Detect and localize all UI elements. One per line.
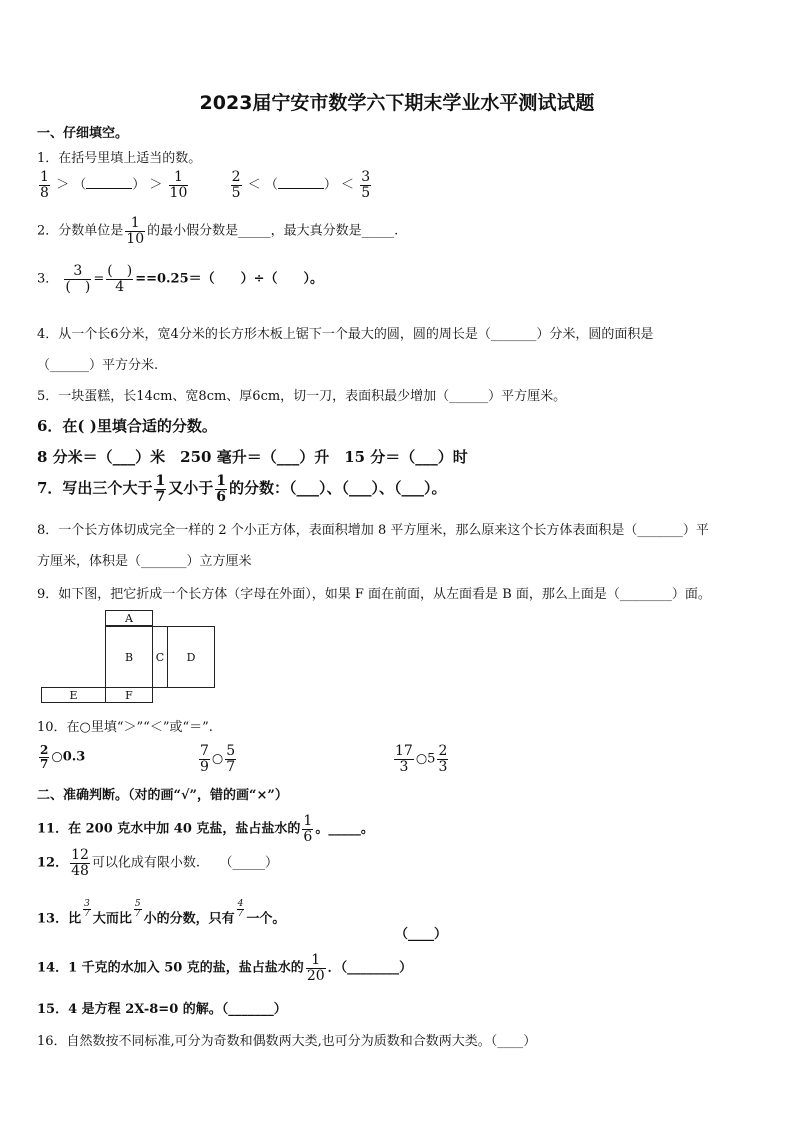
- net-face-a: A: [105, 610, 153, 626]
- fraction-blank-4: $\frac{( )}{4}$: [107, 263, 133, 295]
- question-6-prompt: 6．在( )里填合适的分数。: [37, 417, 217, 435]
- fraction-2-5: $\frac{2}{5}$: [231, 169, 241, 201]
- question-10-a: $\frac{2}{7}$ ○0.3: [40, 743, 86, 771]
- question-9: 9．如下图，把它折成一个长方体（字母在外面），如果 F 面在前面，从左面看是 B 面，那么上面是（________）面。: [37, 587, 711, 602]
- question-10-b: $\frac{7}{9}$ ○ $\frac{5}{7}$: [200, 743, 236, 775]
- section-heading-fill-in: 一、仔细填空。: [37, 126, 129, 141]
- question-12: 12． $\frac{12}{48}$ 可以化成有限小数. （_____）: [37, 847, 279, 879]
- fraction-1-10: $\frac{1}{10}$: [169, 169, 188, 201]
- question-8-line-2: 方厘米，体积是（_______）立方厘米: [37, 554, 252, 569]
- question-15: 15．4 是方程 2X-8=0 的解。（_______）: [37, 1002, 287, 1017]
- question-4-line-1: 4．从一个长6分米，宽4分米的长方形木板上锯下一个最大的圆，圆的周长是（_______）分米，圆的面积是: [37, 327, 654, 342]
- question-7: 7．写出三个大于 $\frac{1}{7}$ 又小于 $\frac{1}{6}$ 的分数：（___）、（___）、（___）。: [37, 473, 447, 505]
- fraction-3-5: $\frac{3}{5}$: [361, 169, 371, 201]
- question-4-line-2: （______）平方分米.: [37, 358, 159, 373]
- question-6-conversions: 8 分米＝（___）米 250 毫升＝（___）升 15 分＝（___）时: [37, 448, 468, 466]
- question-3: 3． $\frac{3}{( )}$ = $\frac{( )}{4}$ ==0.25＝（ ）÷（ ）。: [37, 263, 324, 295]
- question-2: 2．分数单位是 $\frac{1}{10}$ 的最小假分数是_____，最大真分数是_____.: [37, 215, 399, 247]
- net-face-f: F: [105, 687, 153, 703]
- question-10-prompt: 10．在○里填“＞”“＜”或“＝”.: [37, 720, 213, 735]
- question-13-answer[interactable]: （____）: [395, 927, 448, 942]
- answer-blank[interactable]: [278, 177, 324, 189]
- question-13: 13．比 $\frac{3}{7}$ 大而比 $\frac{5}{7}$ 小的分数，只有 $\frac{4}{7}$ 一个。: [37, 899, 286, 927]
- net-face-b: B: [105, 626, 153, 688]
- question-1-comparison: $\frac{1}{8}$ ＞ （ ） ＞ $\frac{1}{10}$ $\frac{2}{5}$ ＜ （ ） ＜ $\frac{3}{5}$: [40, 169, 371, 201]
- net-face-e: E: [41, 687, 106, 703]
- fraction-3-blank: $\frac{3}{( )}$: [65, 263, 91, 295]
- question-8-line-1: 8．一个长方体切成完全一样的 2 个小正方体，表面积增加 8 平方厘米，那么原来这个长方体表面积是（_______）平: [37, 523, 709, 538]
- answer-blank[interactable]: [86, 177, 132, 189]
- question-16: 16．自然数按不同标准,可分为奇数和偶数两大类,也可分为质数和合数两大类。（____）: [37, 1034, 537, 1049]
- fraction-1-8: $\frac{1}{8}$: [40, 169, 49, 201]
- question-1-prompt: 1．在括号里填上适当的数。: [37, 151, 202, 166]
- net-face-c: C: [152, 626, 168, 688]
- question-14: 14．1 千克的水加入 50 克的盐，盐占盐水的 $\frac{1}{20}$ ．（________）: [37, 952, 413, 984]
- section-heading-true-false: 二、准确判断。（对的画“√”，错的画“×”）: [37, 788, 288, 803]
- page-title: 2023届宁安市数学六下期末学业水平测试试题: [199, 92, 595, 114]
- question-10-c: $\frac{17}{3}$ ○5 $\frac{2}{3}$: [395, 743, 448, 775]
- net-face-d: D: [167, 626, 215, 688]
- question-5: 5．一块蛋糕，长14cm、宽8cm、厚6cm，切一刀，表面积最少增加（______）平方厘米。: [37, 389, 567, 404]
- question-11: 11．在 200 克水中加 40 克盐，盐占盐水的 $\frac{1}{6}$ 。_____。: [37, 813, 374, 845]
